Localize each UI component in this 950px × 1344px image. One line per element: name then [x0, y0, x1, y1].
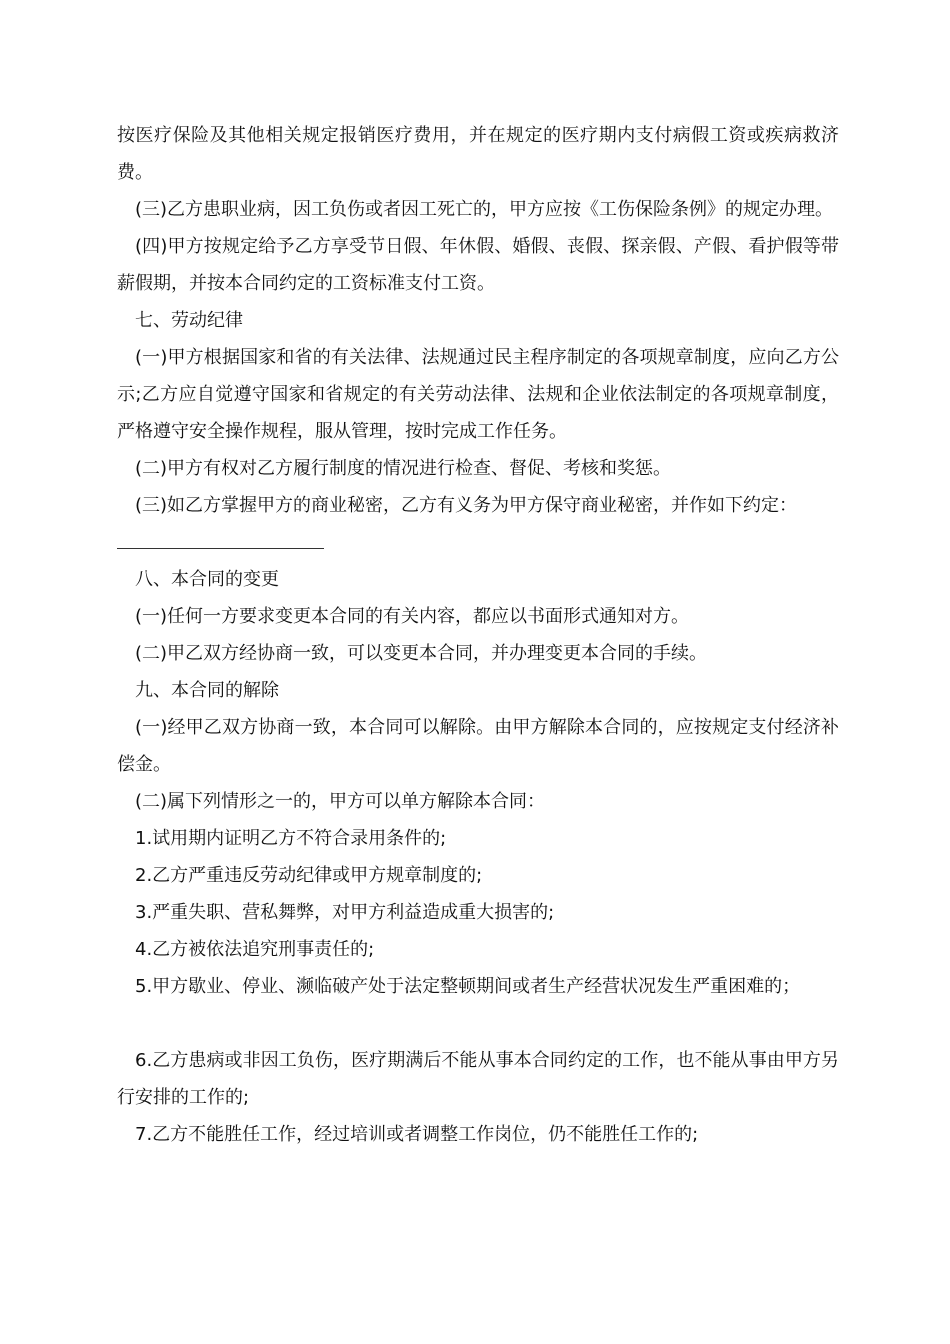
section-heading-contract-change: 八、本合同的变更 [135, 569, 279, 590]
paragraph-paid-leave: (四)甲方按规定给予乙方享受节日假、年休假、婚假、丧假、探亲假、产假、看护假等带薪假期，并按本合同约定的工资标准支付工资。 [117, 236, 839, 294]
section-heading-labor-discipline: 七、劳动纪律 [135, 310, 243, 331]
paragraph-gap [117, 1005, 839, 1042]
paragraph-occupational-disease: (三)乙方患职业病，因工负伤或者因工死亡的，甲方应按《工伤保险条例》的规定办理。 [135, 199, 834, 220]
paragraph-trade-secrets: (三)如乙方掌握甲方的商业秘密，乙方有义务为甲方保守商业秘密，并作如下约定： [135, 495, 798, 516]
paragraph-unilateral-termination: (二)属下列情形之一的，甲方可以单方解除本合同： [135, 791, 546, 812]
fill-in-blank-line [117, 524, 839, 561]
list-item-criminal-liability: 4.乙方被依法追究刑事责任的; [135, 939, 375, 960]
paragraph-written-notice: (一)任何一方要求变更本合同的有关内容，都应以书面形式通知对方。 [135, 606, 690, 627]
list-item-illness: 6.乙方患病或非因工负伤，医疗期满后不能从事本合同约定的工作，也不能从事由甲方另行安排的工作的; [117, 1050, 839, 1108]
document-body [117, 117, 839, 1153]
list-item-probation: 1.试用期内证明乙方不符合录用条件的; [135, 828, 447, 849]
paragraph-inspection-rights: (二)甲方有权对乙方履行制度的情况进行检查、督促、考核和奖惩。 [135, 458, 672, 479]
list-item-discipline-violation: 2.乙方严重违反劳动纪律或甲方规章制度的; [135, 865, 483, 886]
paragraph-mutual-termination: (一)经甲乙双方协商一致，本合同可以解除。由甲方解除本合同的，应按规定支付经济补偿金。 [117, 717, 839, 775]
list-item-incompetence: 7.乙方不能胜任工作，经过培训或者调整工作岗位，仍不能胜任工作的; [135, 1124, 699, 1145]
paragraph-rules-and-regulations: (一)甲方根据国家和省的有关法律、法规通过民主程序制定的各项规章制度，应向乙方公示;乙方应自觉遵守国家和省规定的有关劳动法律、法规和企业依法制定的各项规章制度，严格遵守安全操作规程，服从管理，按时完成工作任务。 [117, 347, 839, 442]
section-heading-contract-termination: 九、本合同的解除 [135, 680, 279, 701]
list-item-dereliction: 3.严重失职、营私舞弊，对甲方利益造成重大损害的; [135, 902, 555, 923]
paragraph-mutual-change: (二)甲乙双方经协商一致，可以变更本合同，并办理变更本合同的手续。 [135, 643, 708, 664]
blank-underline [117, 548, 324, 549]
list-item-business-difficulty: 5.甲方歇业、停业、濒临破产处于法定整顿期间或者生产经营状况发生严重困难的； [135, 976, 801, 997]
paragraph-medical-expenses: 按医疗保险及其他相关规定报销医疗费用，并在规定的医疗期内支付病假工资或疾病救济费。 [117, 125, 839, 183]
